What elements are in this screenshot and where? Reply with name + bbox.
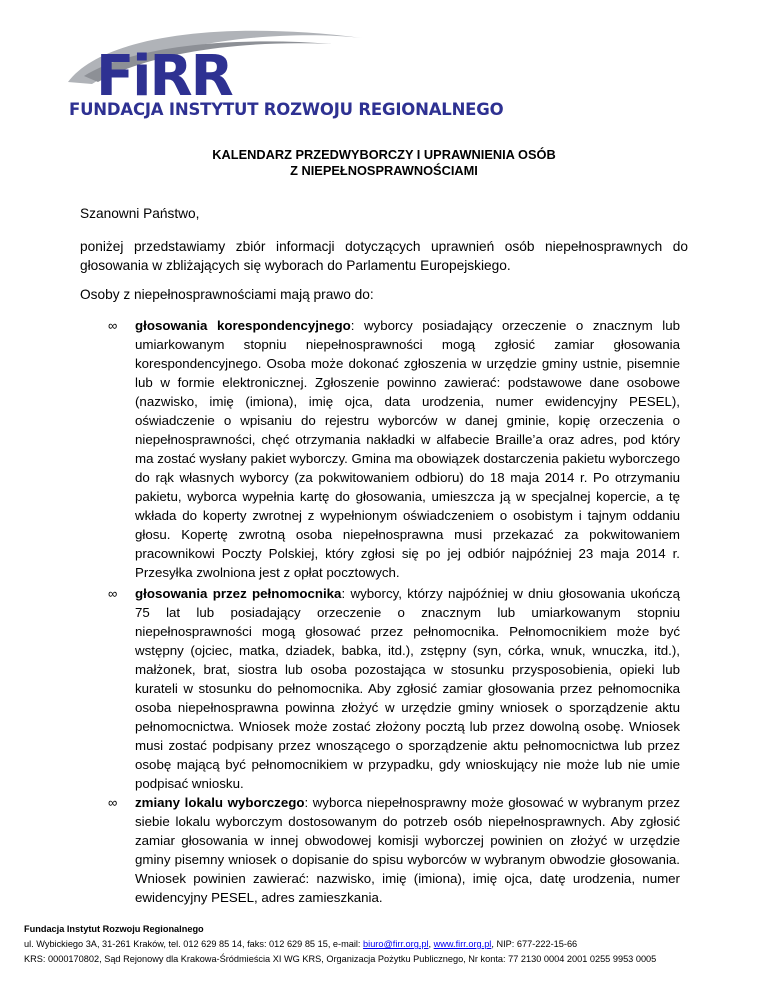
lead-paragraph: Osoby z niepełnosprawnościami mają prawo do: — [80, 287, 374, 302]
footer — [24, 922, 656, 967]
list-item-term: zmiany lokalu wyborczego — [135, 795, 305, 810]
email-link[interactable]: biuro@firr.org.pl — [363, 939, 429, 949]
footer-krs: KRS: 0000170802, Sąd Rejonowy dla Krakowa-Śródmieścia XI WG KRS, Organizacja Pożytku Publicznego, Nr konta: 77 2130 0004 2001 0255 9953 0005 — [24, 954, 657, 964]
footer-address: ul. Wybickiego 3A, 31-261 Kraków, tel. 012 629 85 14, faks: 012 629 85 15, e-mail: — [24, 939, 364, 949]
list-item-term: głosowania korespondencyjnego — [135, 318, 351, 333]
intro-paragraph: poniżej przedstawiamy zbiór informacji dotyczących uprawnień osób niepełnosprawnych do głosowania w zbliżających się wyborach do Parlamentu Europejskiego. — [80, 239, 688, 273]
bullet-icon: ∞ — [108, 586, 118, 601]
footer-nip: , NIP: 677-222-15-66 — [491, 939, 578, 949]
footer-org: Fundacja Instytut Rozwoju Regionalnego — [24, 924, 204, 934]
bullet-icon: ∞ — [108, 318, 118, 333]
footer-separator: , — [428, 939, 434, 949]
list-item-text: : wyborcy posiadający orzeczenie o znacznym lub umiarkowanym stopniu niepełnosprawności mogą zgłosić zamiar głosowania korespondencyjnego. Osoba może dokonać zgłoszenia w urzędzie gminy ustnie, pisemnie lub w formie elektronicznej. Zgłoszenie powinno zawierać: podstawowe dane osobowe (nazwisko, imię (imiona), imię ojca, data urodzenia, numer ewidencyjny PESEL), oświadczenie o wpisaniu do rejestru wyborców w danej gminie, kopię orzeczenia o niepełnosprawności, chęć otrzymania nakładki w alfabecie Braille’a oraz adres, pod który ma zostać wysłany pakiet wyborczy. Gmina ma obowiązek dostarczenia pakietu wyborczego do rąk własnych wyborcy (za pokwitowaniem odbioru) do 18 maja 2014 r. Po otrzymaniu pakietu, wyborca wypełnia kartę do głosowania, umieszcza ją w specjalnej kopercie, a tę wkłada do koperty zwrotnej z wypełnionym oświadczeniem o osobistym i tajnym oddaniu głosu. Kopertę zwrotną osoba niepełnosprawna musi przekazać za pokwitowaniem pracownikowi Poczty Polskiej, który zgłosi się po jej odbiór najpóźniej 23 maja 2014 r. Przesyłka zwolniona jest z opłat pocztowych. — [135, 318, 680, 580]
website-link[interactable]: www.firr.org.pl — [433, 939, 492, 949]
list-item-term: głosowania przez pełnomocnika — [135, 586, 342, 601]
title-line-1: KALENDARZ PRZEDWYBORCZY I UPRAWNIENIA OSÓB — [212, 147, 556, 162]
list-item — [108, 793, 680, 907]
list-item-text: : wyborca niepełnosprawny może głosować w wybranym przez siebie lokalu wyborczym dostosowanym do potrzeb osób niepełnosprawnych. Aby zgłosić zamiar głosowania w innej obwodowej komisji wyborczej powinien on złożyć w urzędzie gminy pisemny wniosek o dopisanie do spisu wyborców w wybranym obwodzie głosowania. Wniosek powinien zawierać: nazwisko, imię (imiona), imię ojca, datę urodzenia, numer ewidencyjny PESEL, adres zamieszkania. — [135, 795, 680, 905]
list-item — [108, 316, 680, 582]
footer-contact — [24, 937, 656, 952]
title-line-2: Z NIEPEŁNOSPRAWNOŚCIAMI — [290, 163, 478, 178]
logo-subtitle: FUNDACJA INSTYTUT ROZWOJU REGIONALNEGO — [69, 100, 504, 119]
bullet-icon: ∞ — [108, 795, 118, 810]
list-item-text: : wyborcy, którzy najpóźniej w dniu głosowania ukończą 75 lat lub posiadający orzeczenie o znacznym lub umiarkowanym stopniu niepełnosprawności mogą głosować przez pełnomocnika. Pełnomocnikiem może być wstępny (ojciec, matka, dziadek, babka, itd.), zstępny (syn, córka, wnuk, wnuczka, itd.), małżonek, brat, siostra lub osoba pozostająca w stosunku przysposobienia, opieki lub kurateli w stosunku do pełnomocnika. Aby zgłosić zamiar głosowania przez pełnomocnika osoba niepełnosprawna powinna złożyć w urzędzie gminy wniosek o sporządzenie aktu pełnomocnictwa. Wniosek może zostać złożony pocztą lub przez dowolną osobę. Wniosek musi zostać podpisany przez wnoszącego o sporządzenie aktu pełnomocnictwa lub przez osobę mającą być pełnomocnikiem w przypadku, gdy wnioskujący nie może lub nie umie podpisać wniosku. — [135, 586, 681, 791]
salutation: Szanowni Państwo, — [80, 206, 200, 221]
logo-wordmark: FiRR — [96, 44, 232, 109]
list-item — [108, 584, 681, 793]
document-title — [80, 147, 688, 179]
